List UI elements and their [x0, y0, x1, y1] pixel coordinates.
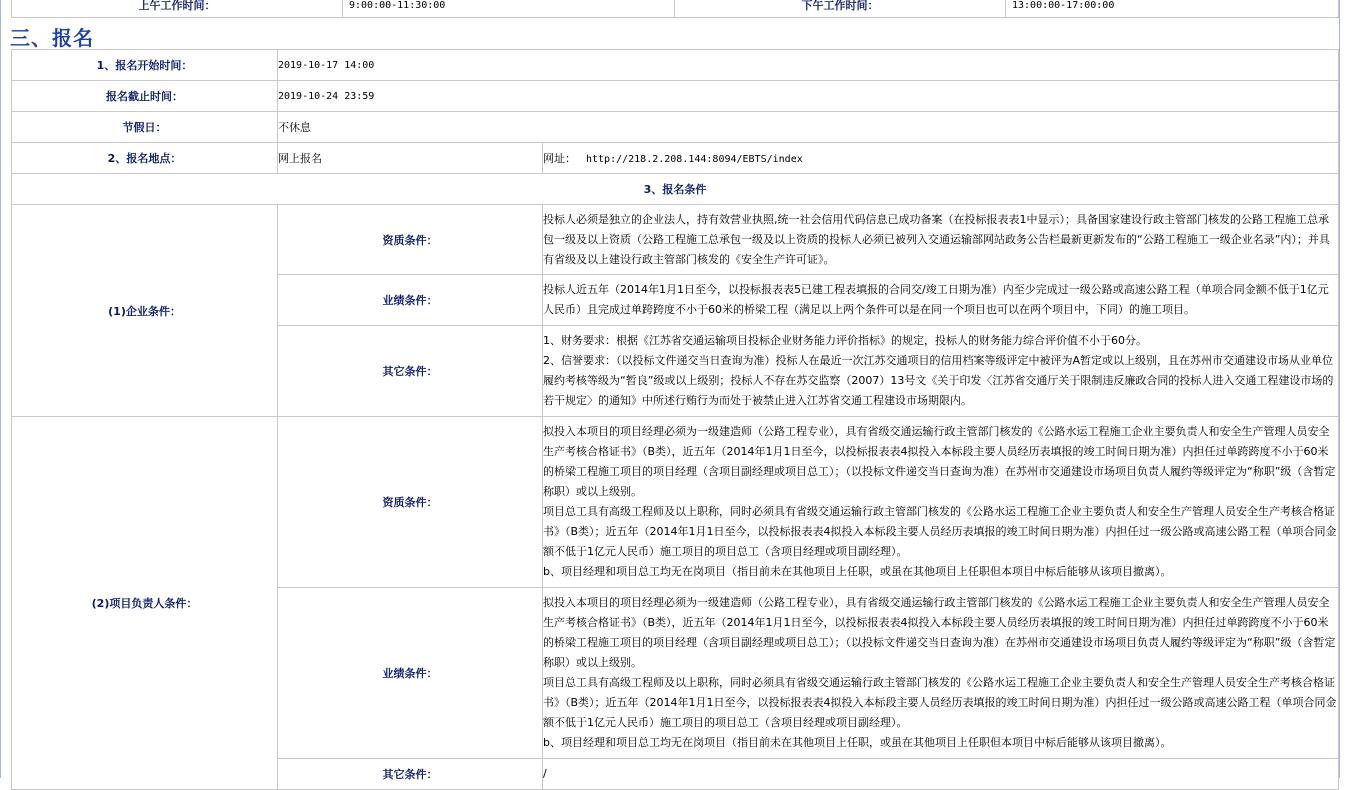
place-value: 网上报名	[278, 143, 543, 174]
pm-other-text: /	[543, 759, 1339, 790]
end-time-value: 2019-10-24 23:59	[278, 81, 1339, 112]
enterprise-perf-label: 业绩条件：	[278, 275, 543, 326]
financial-requirement: 1、财务要求：根据《江苏省交通运输项目投标企业财务能力评价指标》的规定，投标人的财务能力综合评价值不小于60分。	[543, 334, 1147, 347]
pm-qual-paragraph: 拟投入本项目的项目经理必须为一级建造师（公路工程专业），具有省级交通运输行政主管部门核发的《公路水运工程施工企业主要负责人和安全生产管理人员安全生产考核合格证书》（B类），近五年（2014年1月1日至今，以投标报表表4拟投入本标段主要人员经历表填报的竣工时间日期为准）内担任过单跨跨度不小于60米的桥梁工程施工项目的项目经理（含项目副经理或项目总工）；（以投标文件递交当日查询为准）在苏州市交通建设市场项目负责人履约等级评定为“称职”级（含暂定称职）或以上级别。	[543, 425, 1336, 498]
pm-perf-paragraph: b、项目经理和项目总工均无在岗项目（指目前未在其他项目上任职，或虽在其他项目上任职但本项目中标后能够从该项目撤离）。	[543, 736, 1172, 749]
pm-qual-cell	[543, 417, 1339, 588]
table-row	[12, 417, 1339, 588]
pm-perf-cell	[543, 588, 1339, 759]
registration-url-link[interactable]: http://218.2.208.144:8094/EBTS/index	[586, 154, 803, 165]
credit-requirement: 2、信誉要求：（以投标文件递交当日查询为准）投标人在最近一次江苏交通项目的信用档案等级评定中被评为A暂定或以上级别，且在苏州市交通建设市场从业单位履约考核等级为“暂良”级或以上级别；投标人不存在苏交监察（2007）13号文《关于印发〈江苏省交通厅关于限制违反廉政合同的投标人进入交通工程建设市场的若干规定〉的通知》中所述行贿行为而处于被禁止进入江苏省交通工程建设市场期限内。	[543, 354, 1334, 407]
pm-hours-label: 下午工作时间：	[675, 0, 1006, 17]
registration-table	[11, 49, 1339, 790]
pm-qual-paragraph: 项目总工具有高级工程师及以上职称，同时必须具有省级交通运输行政主管部门核发的《公路水运工程施工企业主要负责人和安全生产管理人员安全生产考核合格证书》（B类）；近五年（2014年1月1日至今，以投标报表表4拟投入本标段主要人员经历表填报的竣工时间日期为准）内担任过一级公路或高速公路工程（单项合同金额不低于1亿元人民币）施工项目的项目总工（含项目经理或项目副经理）。	[543, 505, 1337, 558]
enterprise-qual-label: 资质条件：	[278, 205, 543, 275]
end-time-label: 报名截止时间：	[12, 81, 278, 112]
table-row	[12, 50, 1339, 81]
enterprise-conditions-label: (1)企业条件：	[12, 205, 278, 417]
table-row	[12, 205, 1339, 275]
table-row	[12, 143, 1339, 174]
pm-conditions-label: (2)项目负责人条件：	[12, 417, 278, 790]
page-left-border	[0, 0, 1, 778]
pm-qual-label: 资质条件：	[278, 417, 543, 588]
table-row	[12, 174, 1339, 205]
pm-perf-paragraph: 项目总工具有高级工程师及以上职称，同时必须具有省级交通运输行政主管部门核发的《公路水运工程施工企业主要负责人和安全生产管理人员安全生产考核合格证书》（B类）；近五年（2014年1月1日至今，以投标报表表4拟投入本标段主要人员经历表填报的竣工时间日期为准）内担任过一级公路或高速公路工程（单项合同金额不低于1亿元人民币）施工项目的项目总工（含项目经理或项目副经理）。	[543, 676, 1337, 729]
enterprise-other-cell	[543, 326, 1339, 417]
pm-other-label: 其它条件：	[278, 759, 543, 790]
enterprise-qual-text: 投标人必须是独立的企业法人，持有效营业执照,统一社会信用代码信息已成功备案（在投标报表表1中显示）；具备国家建设行政主管部门核发的公路工程施工总承包一级及以上资质（公路工程施工总承包一级及以上资质的投标人必须已被列入交通运输部网站政务公告栏最新更新发布的“公路工程施工一级企业名录”内）；并具有省级及以上建设行政主管部门核发的《安全生产许可证》。	[543, 205, 1339, 275]
am-hours-label: 上午工作时间：	[12, 0, 343, 17]
pm-qual-paragraph: b、项目经理和项目总工均无在岗项目（指目前未在其他项目上任职，或虽在其他项目上任职但本项目中标后能够从该项目撤离）。	[543, 565, 1172, 578]
pm-hours-value: 13:00:00-17:00:00	[1012, 0, 1115, 11]
holiday-label: 节假日：	[12, 112, 278, 143]
holiday-value: 不休息	[278, 112, 1339, 143]
table-row	[12, 81, 1339, 112]
enterprise-other-label: 其它条件：	[278, 326, 543, 417]
start-time-value: 2019-10-17 14:00	[278, 50, 1339, 81]
place-label: 2、报名地点：	[12, 143, 278, 174]
url-label: 网址：	[543, 152, 576, 165]
page-right-border	[1339, 0, 1340, 778]
conditions-header: 3、报名条件	[12, 174, 1339, 205]
start-time-label: 1、报名开始时间：	[12, 50, 278, 81]
am-hours-value: 9:00:00-11:30:00	[343, 0, 675, 17]
section-title: 三、报名	[10, 26, 94, 50]
table-row	[12, 112, 1339, 143]
work-hours-row	[11, 0, 1339, 18]
pm-perf-paragraph: 拟投入本项目的项目经理必须为一级建造师（公路工程专业），具有省级交通运输行政主管部门核发的《公路水运工程施工企业主要负责人和安全生产管理人员安全生产考核合格证书》（B类），近五年（2014年1月1日至今，以投标报表表4拟投入本标段主要人员经历表填报的竣工时间日期为准）内担任过单跨跨度不小于60米的桥梁工程施工项目的项目经理（含项目副经理或项目总工）；（以投标文件递交当日查询为准）在苏州市交通建设市场项目负责人履约等级评定为“称职”级（含暂定称职）或以上级别。	[543, 596, 1336, 669]
url-cell	[543, 143, 1339, 174]
enterprise-perf-text: 投标人近五年（2014年1月1日至今，以投标报表表5已建工程表填报的合同交/竣工日期为准）内至少完成过一级公路或高速公路工程（单项合同金额不低于1亿元人民币）且完成过单跨跨度不小于60米的桥梁工程（满足以上两个条件可以是在同一个项目也可以在两个项目中，下同）的施工项目。	[543, 275, 1339, 326]
pm-perf-label: 业绩条件：	[278, 588, 543, 759]
